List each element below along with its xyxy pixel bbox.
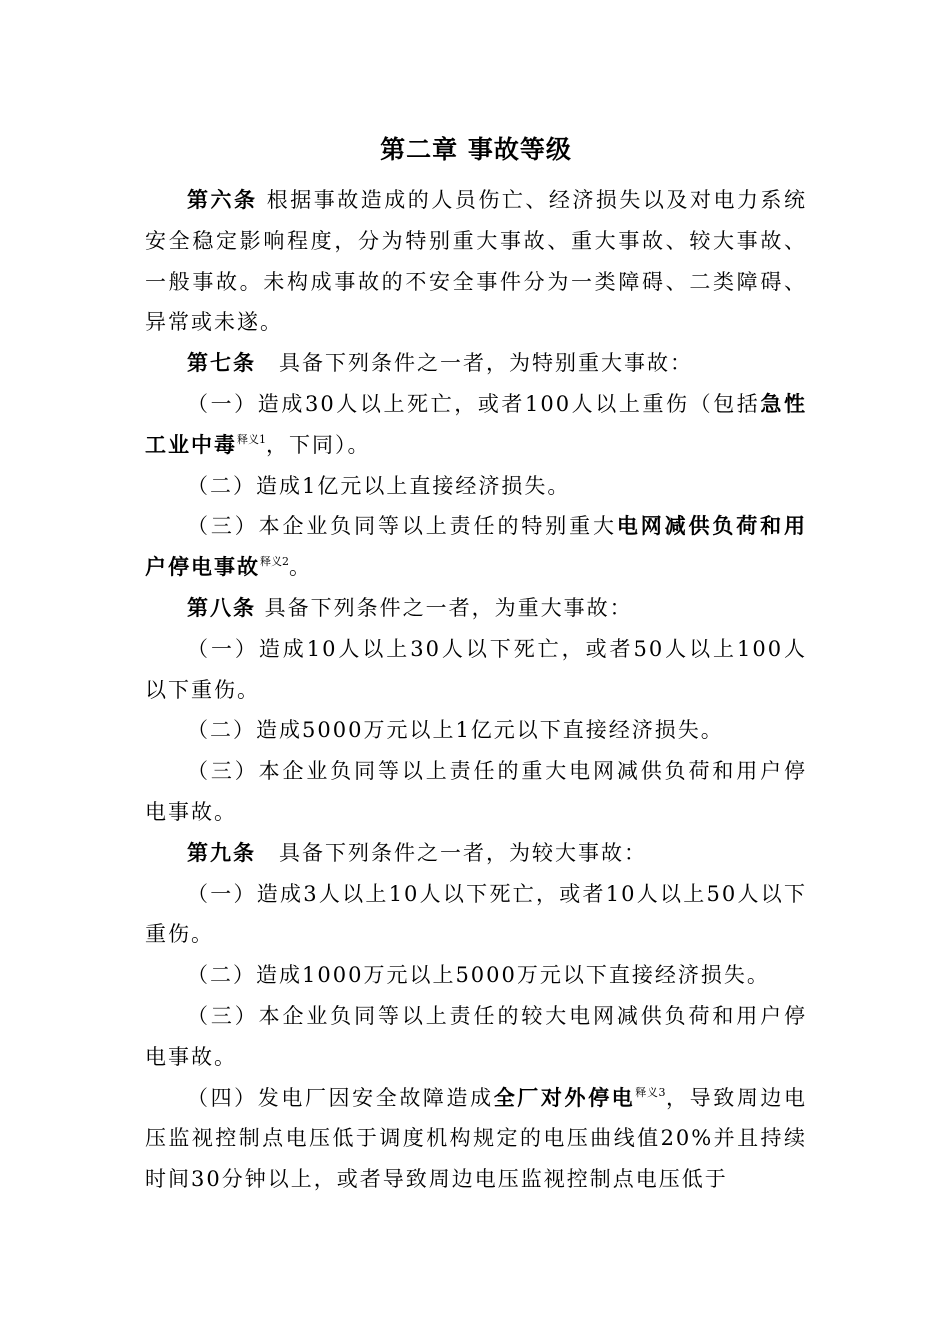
- article-8-item-2: （二）造成5000万元以上1亿元以下直接经济损失。: [187, 718, 724, 743]
- article-7: [145, 343, 807, 384]
- article-7-item-3-tail: 。: [289, 555, 312, 580]
- article-8-item-1: （一）造成10人以上30人以下死亡，或者50人以上100人以下重伤。: [145, 636, 807, 702]
- article-7-item-2: （二）造成1亿元以上直接经济损失。: [187, 473, 571, 498]
- article-7-label: 第七条: [187, 350, 256, 376]
- article-9-item-3: （三）本企业负同等以上责任的较大电网减供负荷和用户停电事故。: [145, 1003, 807, 1069]
- footnote-ref-3: 释义3: [635, 1085, 666, 1099]
- article-7-item-1-tail: ，下同）。: [266, 432, 371, 457]
- article-9-item-4-text: （四）发电厂因安全故障造成: [187, 1085, 494, 1110]
- article-6: [145, 180, 807, 343]
- article-9-intro: 具备下列条件之一者，为较大事故：: [256, 840, 647, 865]
- article-8: [145, 588, 807, 629]
- footnote-ref-1: 释义1: [237, 432, 266, 446]
- article-7-item-1: [145, 384, 807, 466]
- article-7-item-1-text: （一）造成30人以上死亡，或者100人以上重伤（包括: [187, 391, 761, 416]
- footnote-ref-2: 释义2: [260, 555, 289, 569]
- article-9-label: 第九条: [187, 839, 256, 865]
- term-grid-load-outage: 电网减供负荷和用户停电事故: [145, 513, 808, 580]
- article-8-item-3: （三）本企业负同等以上责任的重大电网减供负荷和用户停电事故。: [145, 759, 807, 824]
- article-9-item-4-tail: ，导致周边电压监视控制点电压低于调度机构规定的电压曲线值20%并且持续时间30分钟以上，或者导致周边电压监视控制点电压低于: [145, 1085, 808, 1192]
- article-9-item-4: [145, 1078, 807, 1200]
- document-page: [145, 128, 807, 1200]
- article-9-item-2: （二）造成1000万元以上5000万元以下直接经济损失。: [187, 963, 770, 988]
- article-7-intro: 具备下列条件之一者，为特别重大事故：: [256, 351, 693, 376]
- chapter-title: 第二章 事故等级: [380, 135, 572, 164]
- article-7-item-3: [145, 506, 807, 588]
- article-9: [145, 833, 807, 874]
- article-6-text: 根据事故造成的人员伤亡、经济损失以及对电力系统安全稳定影响程度，分为特别重大事故、重大事故、较大事故、一般事故。未构成事故的不安全事件分为一类障碍、二类障碍、异常或未遂。: [145, 188, 807, 335]
- term-acute-poisoning: 急性工业中毒: [145, 390, 807, 457]
- article-9-item-1: （一）造成3人以上10人以下死亡，或者10人以上50人以下重伤。: [145, 881, 807, 947]
- term-plant-blackout: 全厂对外停电: [493, 1084, 636, 1110]
- article-6-label: 第六条: [187, 187, 258, 212]
- article-7-item-3-text: （三）本企业负同等以上责任的特别重大: [187, 514, 617, 539]
- article-8-label: 第八条: [187, 594, 256, 620]
- article-8-intro: 具备下列条件之一者，为重大事故：: [256, 595, 633, 620]
